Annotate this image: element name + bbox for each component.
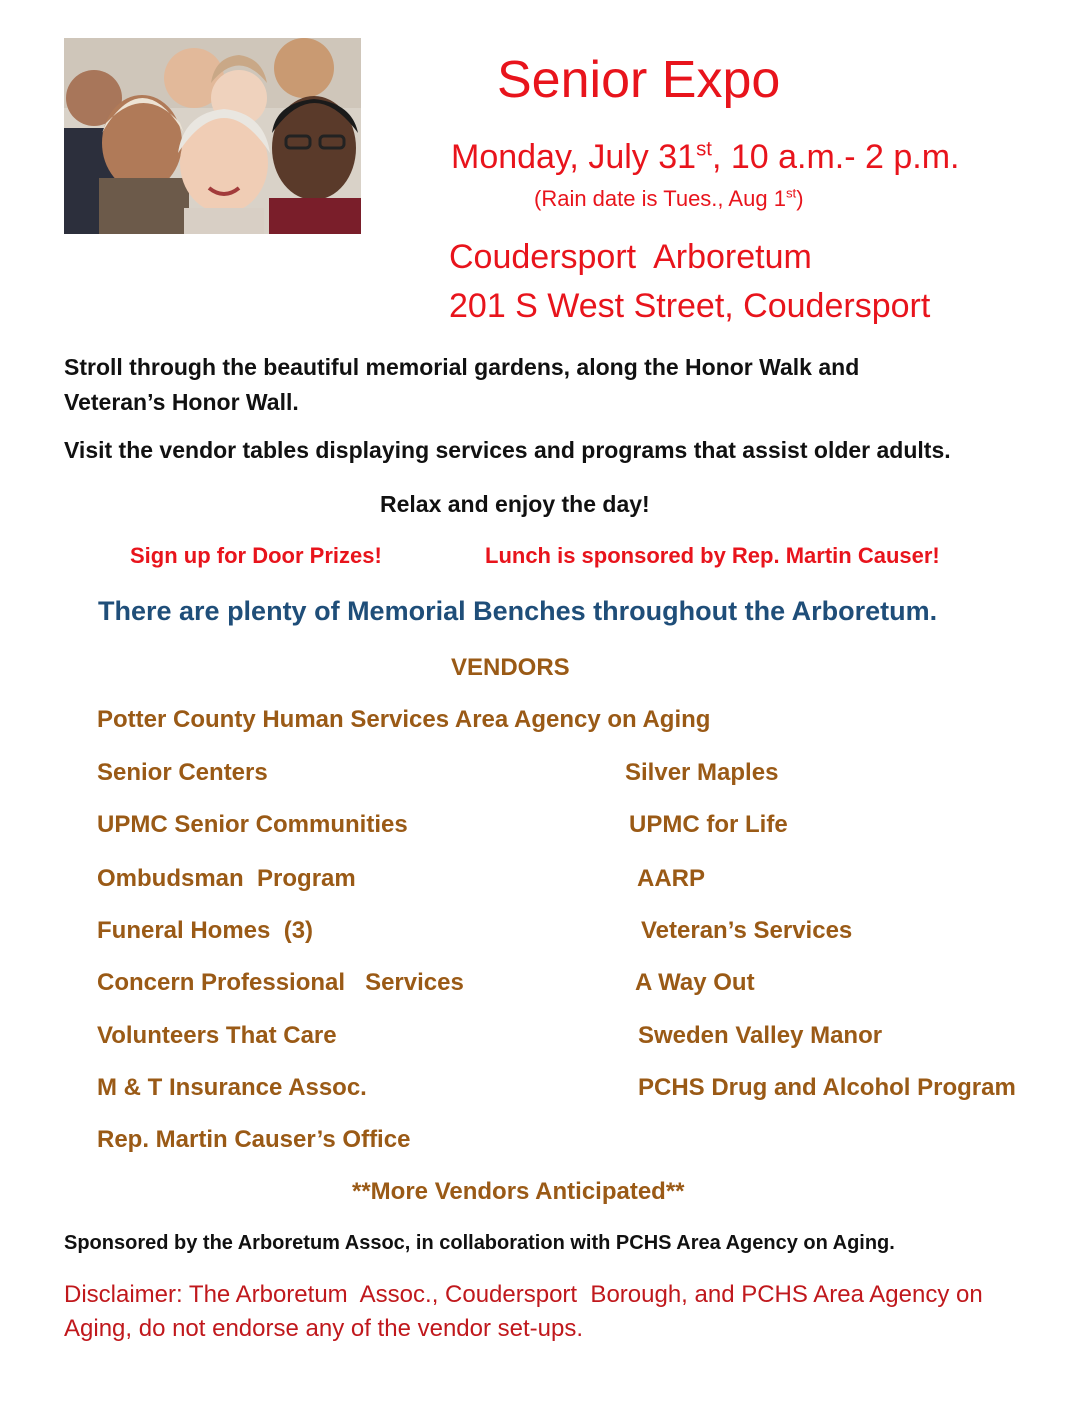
vendor-right-item: AARP <box>637 865 706 892</box>
vendor-left-item: Concern Professional Services <box>97 969 464 996</box>
seniors-photo <box>64 38 361 234</box>
rain-date-text: (Rain date is Tues., Aug 1 <box>534 186 786 211</box>
date-text: Monday, July 31 <box>451 138 697 176</box>
vendor-left-item: Funeral Homes (3) <box>97 917 314 944</box>
visit-paragraph: Visit the vendor tables displaying services and programs that assist older adults. <box>64 437 951 463</box>
vendor-left-item: Ombudsman Program <box>97 865 356 892</box>
event-date <box>451 138 959 177</box>
stroll-paragraph: Stroll through the beautiful memorial gardens, along the Honor Walk and Veteran’s Honor Wall. <box>64 354 860 415</box>
date-ordinal: st <box>696 138 712 161</box>
page-title: Senior Expo <box>497 51 781 109</box>
vendor-full-width: Potter County Human Services Area Agency on Aging <box>97 706 711 733</box>
vendors-heading: VENDORS <box>451 654 570 681</box>
vendor-right-item: UPMC for Life <box>629 811 788 838</box>
rain-date <box>534 186 804 212</box>
vendor-left-item: Volunteers That Care <box>97 1022 337 1049</box>
vendor-right-item: PCHS Drug and Alcohol Program <box>638 1074 1016 1101</box>
vendor-left-item: Rep. Martin Causer’s Office <box>97 1126 411 1153</box>
benches-note: There are plenty of Memorial Benches throughout the Arboretum. <box>98 596 938 626</box>
relax-line: Relax and enjoy the day! <box>380 491 650 517</box>
vendor-right-item: Silver Maples <box>625 759 779 786</box>
vendor-left-item: M & T Insurance Assoc. <box>97 1074 367 1101</box>
rain-date-ordinal: st <box>785 185 797 201</box>
vendor-right-item: Sweden Valley Manor <box>638 1022 883 1049</box>
venue-address: 201 S West Street, Coudersport <box>449 287 931 325</box>
time-text: , 10 a.m.- 2 p.m. <box>711 138 960 176</box>
door-prizes-note: Sign up for Door Prizes! <box>130 543 382 568</box>
lunch-sponsor-note: Lunch is sponsored by Rep. Martin Causer! <box>485 543 940 568</box>
venue-name: Coudersport Arboretum <box>449 238 812 276</box>
vendor-left-item: UPMC Senior Communities <box>97 811 408 838</box>
sponsor-line: Sponsored by the Arboretum Assoc, in collaboration with PCHS Area Agency on Aging. <box>64 1232 895 1254</box>
rain-date-close: ) <box>796 186 804 211</box>
disclaimer: Disclaimer: The Arboretum Assoc., Coudersport Borough, and PCHS Area Agency on Aging, do not endorse any of the vendor set-ups. <box>64 1281 989 1342</box>
more-vendors-note: **More Vendors Anticipated** <box>352 1178 685 1205</box>
vendor-left-item: Senior Centers <box>97 759 268 786</box>
vendor-right-item: Veteran’s Services <box>641 917 853 944</box>
vendor-right-item: A Way Out <box>635 969 755 996</box>
